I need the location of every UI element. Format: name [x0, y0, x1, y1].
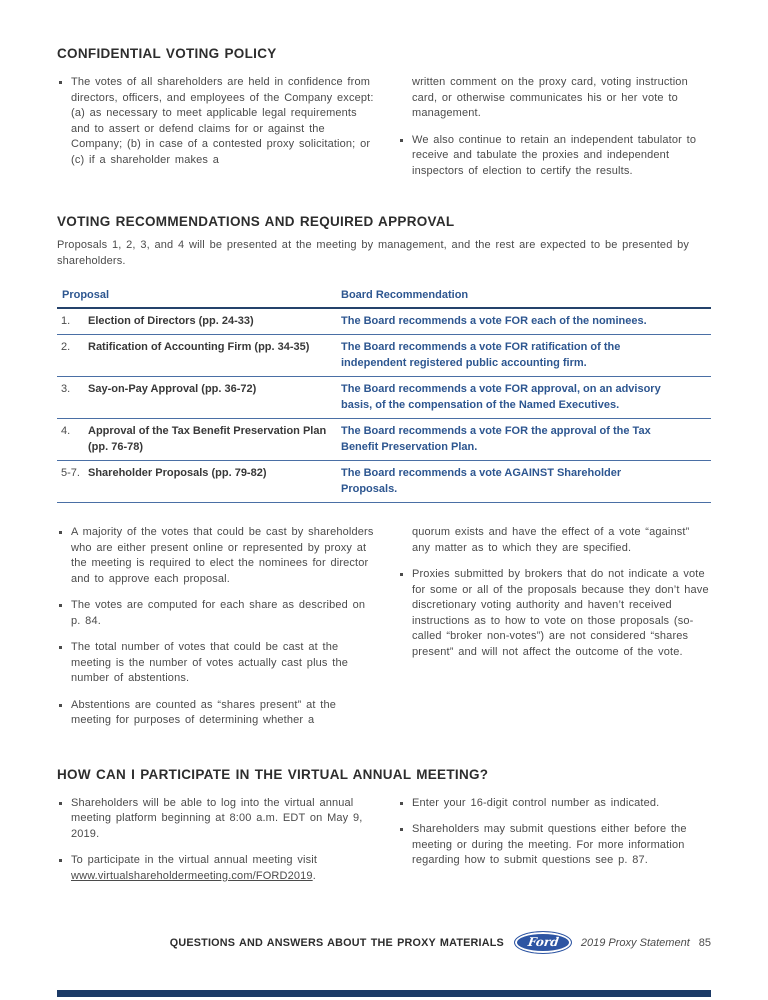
list-item: Abstentions are counted as “shares present” at the meeting for purposes of determining whether a — [57, 698, 379, 729]
ford-logo-text: Ford — [526, 935, 560, 949]
table-row — [57, 461, 711, 503]
board-recommendation: The Board recommends a vote FOR the approval of the Tax Benefit Preservation Plan. — [341, 425, 651, 453]
column-header-proposal: Proposal — [62, 289, 110, 301]
proposal-number: 3. — [61, 383, 71, 395]
participate-right-column — [398, 796, 711, 896]
footer-section-label: QUESTIONS AND ANSWERS ABOUT THE PROXY MATERIALS — [169, 936, 504, 949]
proposal-name: Election of Directors (pp. 24-33) — [88, 315, 254, 327]
proposal-name: Say-on-Pay Approval (pp. 36-72) — [88, 383, 257, 395]
footer-document-title: 2019 Proxy Statement — [580, 936, 690, 949]
confidential-right-column — [398, 75, 711, 190]
proposal-number: 2. — [61, 341, 71, 353]
list-item — [57, 853, 379, 884]
proposal-number: 4. — [61, 425, 71, 437]
table-row — [57, 335, 711, 377]
proposal-number: 5-7. — [61, 467, 80, 479]
list-item: We also continue to retain an independent tabulator to receive and tabulate the proxies and independent inspectors of election to certify the results. — [398, 133, 711, 180]
voting-left-column — [57, 525, 379, 740]
proposal-name: Approval of the Tax Benefit Preservation Plan (pp. 76-78) — [88, 425, 327, 453]
list-item: Shareholders will be able to log into the virtual annual meeting platform beginning at 8:00 a.m. EDT on May 9, 2019. — [57, 796, 379, 843]
participate-left-column — [57, 796, 379, 896]
list-item: A majority of the votes that could be cast by shareholders who are either present online or represented by proxy at the meeting is required to elect the nominees for director and to approve each proposal. — [57, 525, 379, 587]
list-item: The votes of all shareholders are held in confidence from directors, officers, and employees of the Company except: (a) as necessary to meet applicable legal requirements and to assert or defend claims for or against the Company; (b) in case of a contested proxy solicitation; or (c) if a shareholder makes a — [57, 75, 379, 168]
footer-page-number: 85 — [698, 936, 711, 949]
link-lead-text: To participate in the virtual annual meeting visit — [71, 854, 318, 866]
confidential-voting-policy-title: CONFIDENTIAL VOTING POLICY — [57, 46, 277, 61]
proposal-name: Ratification of Accounting Firm (pp. 34-35) — [88, 341, 310, 353]
table-header-row — [57, 285, 711, 309]
board-recommendation: The Board recommends a vote FOR approval, on an advisory basis, of the compensation of the Named Executives. — [341, 383, 661, 411]
table-row — [57, 309, 711, 335]
list-item: The votes are computed for each share as described on p. 84. — [57, 598, 379, 629]
list-item: Enter your 16-digit control number as indicated. — [398, 796, 711, 812]
table-row — [57, 419, 711, 461]
section-voting-recommendations — [57, 214, 711, 740]
voting-recommendations-table — [57, 285, 711, 503]
bullet-continuation-text: written comment on the proxy card, voting instruction card, or otherwise communicates his or her vote to management. — [412, 76, 688, 119]
voting-right-column — [398, 525, 711, 740]
table-row — [57, 377, 711, 419]
confidential-left-column — [57, 75, 379, 190]
page-footer — [57, 931, 711, 954]
section-virtual-meeting-participation — [57, 767, 711, 896]
board-recommendation: The Board recommends a vote FOR each of the nominees. — [341, 315, 647, 327]
list-item: The total number of votes that could be cast at the meeting is the number of votes actually cast plus the number of abstentions. — [57, 640, 379, 687]
proposal-number: 1. — [61, 315, 71, 327]
board-recommendation: The Board recommends a vote FOR ratification of the independent registered public accounting firm. — [341, 341, 621, 369]
column-header-board-recommendation: Board Recommendation — [341, 289, 469, 301]
section-confidential-voting-policy — [57, 46, 711, 190]
board-recommendation: The Board recommends a vote AGAINST Shareholder Proposals. — [341, 467, 622, 495]
virtual-meeting-link[interactable]: www.virtualshareholdermeeting.com/FORD2019 — [71, 869, 313, 882]
proposal-name: Shareholder Proposals (pp. 79-82) — [88, 467, 267, 479]
bullet-continuation-text: quorum exists and have the effect of a vote “against” any matter as to which they are specified. — [412, 526, 690, 554]
list-item: Shareholders may submit questions either before the meeting or during the meeting. For more information regarding how to submit questions see p. 87. — [398, 822, 711, 869]
voting-intro-text: Proposals 1, 2, 3, and 4 will be presented at the meeting by management, and the rest are expected to be presented by shareholders. — [57, 239, 690, 267]
voting-recommendations-title: VOTING RECOMMENDATIONS AND REQUIRED APPROVAL — [57, 214, 455, 229]
list-item: Proxies submitted by brokers that do not indicate a vote for some or all of the proposals because they don’t have discretionary voting authority and haven’t received instructions as to how to vote on those proposals (so-called “broker non-votes”) are not considered “shares present” and will not affect the outcome of the vote. — [398, 567, 711, 660]
bottom-accent-bar — [57, 990, 711, 997]
ford-logo-icon — [514, 931, 572, 954]
link-trail-text: . — [312, 869, 316, 882]
participate-title: HOW CAN I PARTICIPATE IN THE VIRTUAL ANNUAL MEETING? — [57, 766, 489, 782]
